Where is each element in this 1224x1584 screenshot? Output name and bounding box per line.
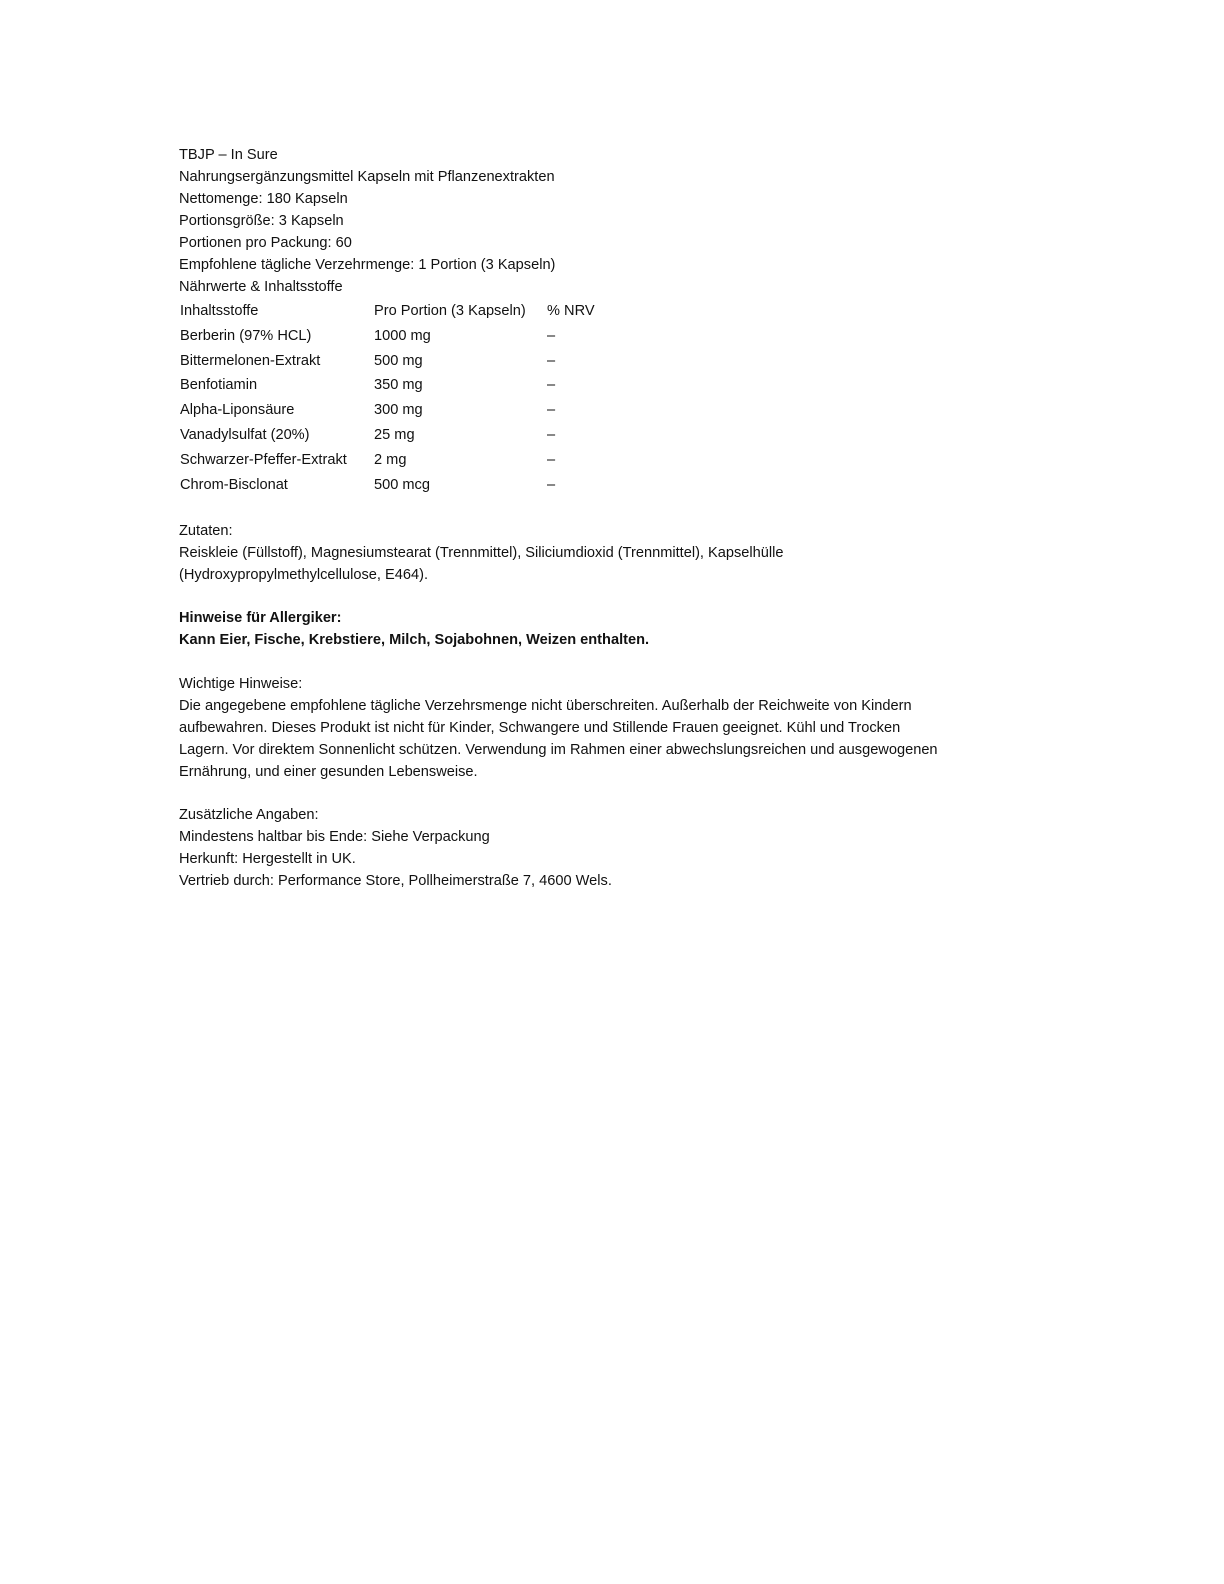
nrv-percent: – — [547, 402, 556, 419]
product-title: TBJP – In Sure — [179, 147, 278, 163]
serving-size: Portionsgröße: 3 Kapseln — [179, 213, 344, 229]
table-row — [178, 373, 609, 398]
table-row — [178, 448, 609, 473]
nrv-percent: – — [547, 451, 556, 468]
nrv-percent: – — [547, 327, 556, 344]
servings-per-pack: Portionen pro Packung: 60 — [179, 235, 352, 251]
table-row — [178, 398, 609, 423]
column-header: % NRV — [547, 303, 595, 319]
amount-per-serving: 500 mg — [374, 352, 423, 369]
ingredients-heading: Zutaten: — [179, 522, 233, 539]
warnings-line: Lagern. Vor direktem Sonnenlicht schützen. Verwendung im Rahmen einer abwechslungsreichen und ausgewogenen — [179, 741, 938, 758]
nrv-percent: – — [547, 352, 556, 369]
amount-per-serving: 1000 mg — [374, 327, 431, 344]
nrv-percent: – — [547, 476, 556, 493]
distributor: Vertrieb durch: Performance Store, Pollheimerstraße 7, 4600 Wels. — [179, 873, 612, 890]
nutrients-heading: Nährwerte & Inhaltsstoffe — [179, 279, 343, 295]
warnings-line: Die angegebene empfohlene tägliche Verzehrsmenge nicht überschreiten. Außerhalb der Reichweite von Kindern — [179, 697, 912, 714]
warnings-line: Ernährung, und einer gesunden Lebensweise. — [179, 763, 478, 780]
ingredient-name: Benfotiamin — [180, 377, 258, 394]
best-before: Mindestens haltbar bis Ende: Siehe Verpackung — [179, 829, 490, 846]
nutrient-table — [178, 299, 609, 497]
amount-per-serving: 500 mcg — [374, 476, 430, 493]
ingredient-name: Berberin (97% HCL) — [180, 327, 312, 344]
amount-per-serving: 25 mg — [374, 426, 415, 443]
daily-intake: Empfohlene tägliche Verzehrmenge: 1 Portion (3 Kapseln) — [179, 257, 556, 273]
table-row — [178, 324, 609, 349]
ingredient-name: Bittermelonen-Extrakt — [180, 352, 321, 369]
column-header: Inhaltsstoffe — [180, 303, 259, 319]
amount-per-serving: 2 mg — [374, 451, 407, 468]
origin: Herkunft: Hergestellt in UK. — [179, 851, 356, 868]
ingredient-name: Vanadylsulfat (20%) — [180, 426, 310, 443]
allergy-heading: Hinweise für Allergiker: — [179, 610, 342, 627]
ingredient-name: Alpha-Liponsäure — [180, 402, 295, 419]
product-subtitle: Nahrungsergänzungsmittel Kapseln mit Pflanzenextrakten — [179, 169, 555, 185]
ingredient-name: Schwarzer-Pfeffer-Extrakt — [180, 451, 347, 468]
amount-per-serving: 300 mg — [374, 402, 423, 419]
nrv-percent: – — [547, 377, 556, 394]
column-header: Pro Portion (3 Kapseln) — [374, 303, 526, 319]
additional-heading: Zusätzliche Angaben: — [179, 807, 319, 824]
table-row — [178, 349, 609, 374]
allergy-text: Kann Eier, Fische, Krebstiere, Milch, Sojabohnen, Weizen enthalten. — [179, 632, 650, 649]
ingredients-line: Reiskleie (Füllstoff), Magnesiumstearat (Trennmittel), Siliciumdioxid (Trennmittel), Kapselhülle — [179, 544, 784, 561]
amount-per-serving: 350 mg — [374, 377, 423, 394]
table-row — [178, 423, 609, 448]
net-quantity: Nettomenge: 180 Kapseln — [179, 191, 348, 207]
nrv-percent: – — [547, 426, 556, 443]
table-header-row — [178, 299, 609, 324]
document-page — [179, 144, 1079, 892]
ingredient-name: Chrom-Bisclonat — [180, 476, 288, 493]
ingredients-line: (Hydroxypropylmethylcellulose, E464). — [179, 566, 429, 583]
table-row — [178, 473, 609, 498]
warnings-heading: Wichtige Hinweise: — [179, 675, 303, 692]
warnings-line: aufbewahren. Dieses Produkt ist nicht für Kinder, Schwangere und Stillende Frauen geeignet. Kühl und Trocken — [179, 719, 901, 736]
